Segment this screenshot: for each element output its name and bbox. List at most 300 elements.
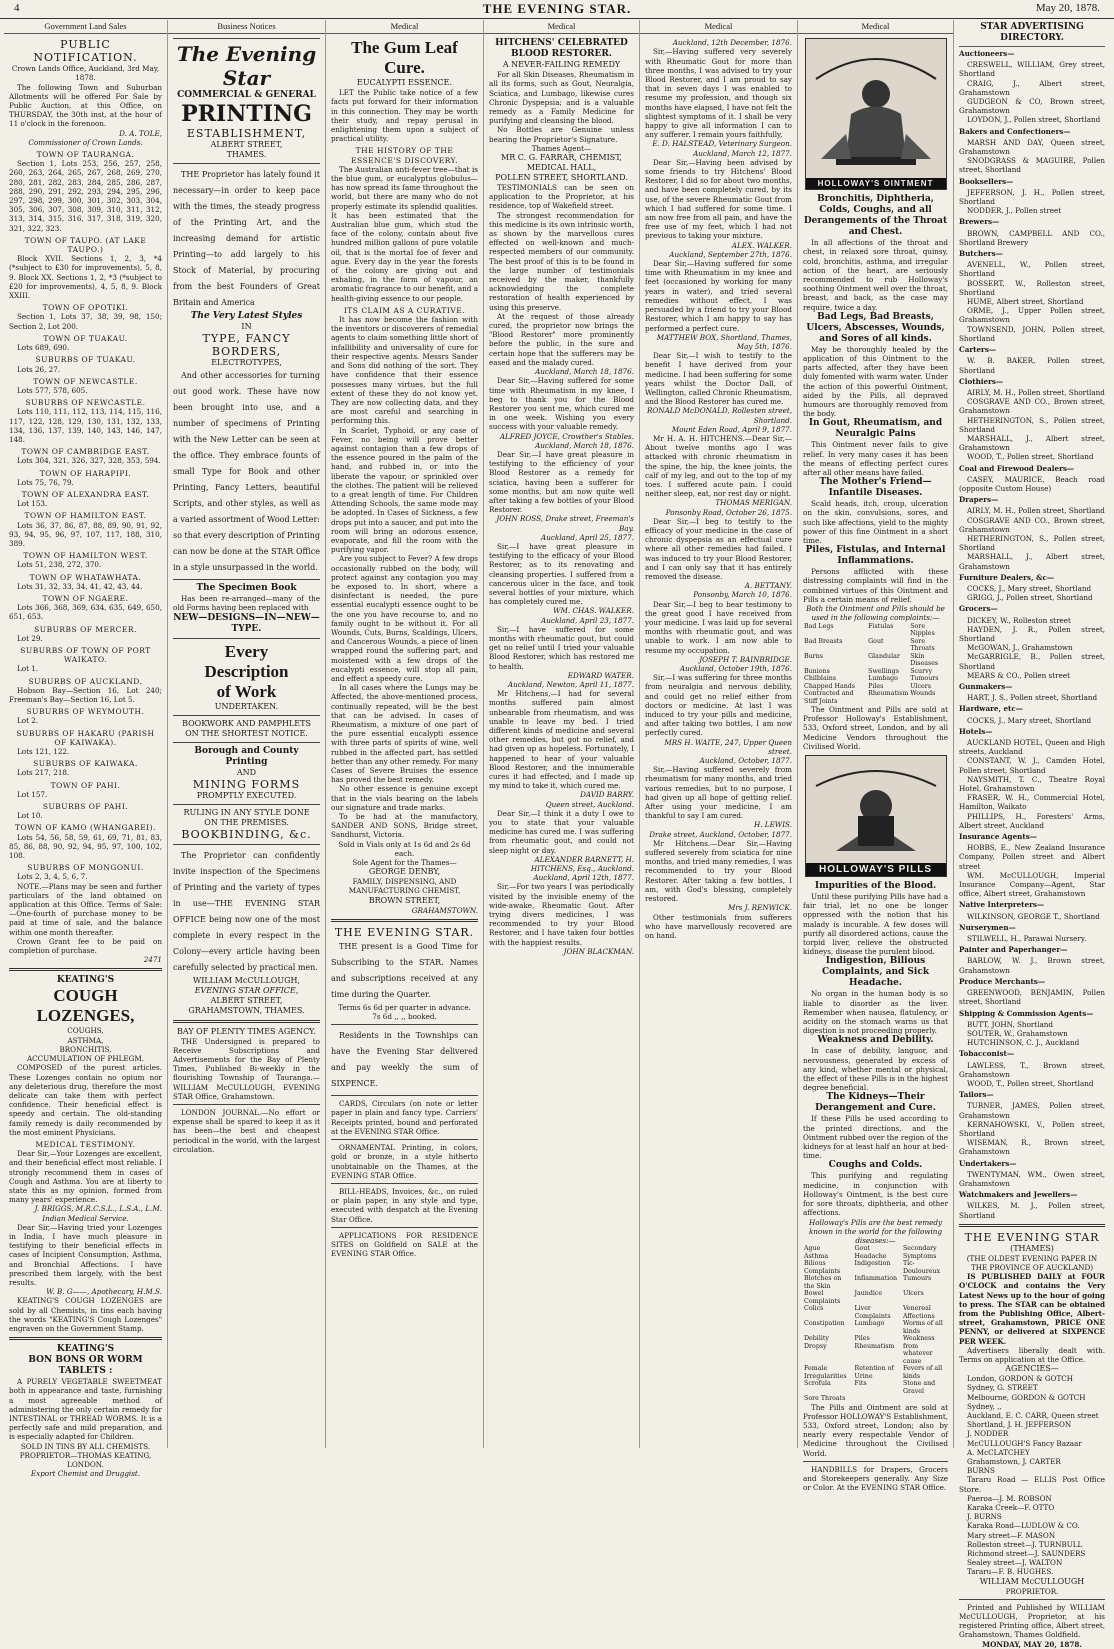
table-cell: Piles (854, 1335, 870, 1343)
letter-body: Dear Sir,—Having suffered for some time with Rheumatism in my knee, I beg to thank you for the Blood Restorer you sent me, which cured me in one week. Wishing you every success with your valuable remedy. (489, 376, 634, 432)
of-work-heading: of Work (216, 681, 277, 701)
table-cell: Bad Legs (804, 622, 834, 630)
table-cell: Sore Nipples (910, 622, 935, 637)
directory-entry: ORME, J., Upper Pollen street, Grahamstown (959, 306, 1105, 325)
masthead (0, 0, 1114, 19)
directory-heading: Drapers— (959, 495, 999, 505)
table-cell: Swellings (868, 667, 899, 675)
directory-heading: Furniture Dealers, &c— (959, 572, 1055, 582)
gum-history-title: THE HISTORY OF THE ESSENCE'S DISCOVERY. (351, 146, 458, 165)
directory-entry: WILKES, M. J., Pollen street, Shortland (959, 1201, 1105, 1220)
mother-title: The Mother's Friend—Infantile Diseases. (819, 477, 932, 499)
directory-entry: MARSH AND DAY, Queen street, Grahamstown (959, 137, 1105, 157)
letter-signature: ALEX. WALKER. (731, 240, 792, 250)
gout-title: In Gout, Rheumatism, and Neuralgic Pains (808, 418, 943, 440)
table-cell: Scurvy (910, 667, 933, 675)
town-lots: Lots 36, 37, 86, 87, 88, 89, 90, 91, 92, 93, 94, 95, 96, 97, 107, 117, 188, 310, 389. (9, 520, 162, 548)
ointment-engraving (805, 38, 947, 190)
letter-place: Ponsonby Road, October 26, 1875. (665, 507, 792, 517)
description-heading: Description (204, 661, 289, 681)
directory-entry: DICKEY, W., Rolleston street (967, 615, 1071, 625)
town-lots: Block XVII. Sections 1, 2, 3, *4 (*subject to £30 for improvements), 5, 8, 9. Block XX. Sections 1, 2, *3 (*subject to £20 for improvements), 4, 5, 8, 9. Block XXIII. (9, 254, 162, 301)
table-cell: Gout (854, 1245, 870, 1253)
town-name: TOWN OF TAUPO. (AT LAKE TAUPO.) (24, 235, 147, 255)
gum-sold: Sold in Vials only at 1s 6d and 2s 6d each. (338, 839, 471, 858)
premises: ON THE PREMISES. (204, 817, 289, 827)
gum-history: The Australian anti-fever tree—that is the blue gum, or eucalyptus globulus—has now spread its fame throughout the world, but there are many who do not properly estimate its splendid qualities. It has been estimated that the Australian blue gum, which stud the face of the colony, contain about five hundred million gallons of pure volatile oil, that is the mortal foe of fever and ague. Every day in the year the forests of the colony are giving out and exhaling, in the form of vapour, an aromatic fragrance to our benefit, and a health-giving essence to our people. (331, 164, 478, 303)
town-name: SUBURBS OF TUAKAU. (35, 355, 136, 365)
agency-entry: Rolleston street—J. TURNBULL (967, 1539, 1083, 1549)
table-cell: Liver Complaints (854, 1305, 891, 1320)
table-cell: Symptoms (902, 1252, 937, 1260)
keating-title: KEATING'S (56, 975, 115, 986)
letter-place: Auckland, October 19th, 1876. (679, 664, 792, 674)
letter-signature: H. LEWIS. (753, 820, 792, 830)
gum-body-2: In Scarlet, Typhoid, or any case of Fever, no being will prove better against contagion than a few drops of the essence poured in the palm of the hand, and rubbed in, or into the liberate the vapour, or sprinkled over the clothes. The patient will be relieved to a great length of time. For Children Attending Schools, the same mode may be adopted. In Cases of Sickness, a few drops put into a saucer, and put into the room will bring an odorous essence, evaporate, and fill the room with the purifying vapor. (331, 425, 478, 555)
directory-entry: COSGRAVE AND CO., Brown street, Grahamstown (959, 515, 1105, 534)
paper-name: THE EVENING STAR. (482, 1, 632, 16)
letter-signature: Mrs J. RENWICK. (728, 903, 792, 913)
piles-text: Persons afflicted with these distressing complaints will find in the combined virtues of this Ointment and Pills a certain means of relief. (803, 567, 948, 604)
es-title: THE EVENING STAR. (334, 925, 475, 939)
directory-heading: Nurserymen— (959, 922, 1016, 932)
bookbinding: BOOKBINDING, &c. (181, 827, 312, 841)
agency-entry: Melbourne, GORDON & GOTCH (967, 1392, 1086, 1402)
es-terms: Terms 6s 6d per quarter in advance. (338, 1002, 471, 1012)
town-name: SUBURBS OF NEWCASTLE. (25, 398, 146, 408)
column-heading: Medical (326, 20, 483, 34)
gum-agent-street: BROWN STREET, (368, 895, 441, 905)
table-cell: Gout (868, 637, 884, 645)
town-lots: Lots 75, 76, 79. (17, 477, 74, 487)
other-testimonials: Other testimonials from sufferers who have marvellously recovered are on hand. (645, 912, 792, 940)
directory-entry: McGOWAN, J., Grahamstown (967, 643, 1073, 653)
directory-entry: NODDER, J., Pollen street (967, 206, 1062, 216)
directory-entry: AIRLY, M. H., Pollen street, Shortland (967, 387, 1105, 397)
column-business (168, 20, 326, 1448)
worm-proprietor-city: LONDON. (67, 1460, 104, 1470)
town-lots: Lot 153. (17, 499, 48, 509)
directory-entry: HUTCHINSON, C. J., Auckland (967, 1038, 1080, 1048)
london-text: LONDON JOURNAL.—No effort or expense shall be spared to keep it as it has been—the best and cheapest periodical in the world, with the largest circulation. (173, 1108, 320, 1154)
cards-ad: CARDS, Circulars (on note or letter paper in plain and fancy type. Carriers' Receipts printed, bound and perforated at the EVENING STAR Office. (331, 1099, 478, 1136)
directory-entry: TWENTYMAN, WM., Owen street, Grahamstown (959, 1169, 1105, 1188)
paper-published: IS PUBLISHED DAILY at FOUR O'CLOCK and contains the Very Latest News up to the hour of going to press. The STAR can be obtained from the Publishing Office, Albert-street, Grahamstown, PRICE ONE PENNY, or delivered at SIXPENCE PER WEEK. (959, 1272, 1105, 1346)
undertaken: UNDERTAKEN. (214, 701, 279, 711)
directory-entry: LOYDON, J., Pollen street, Shortland (967, 115, 1101, 125)
directory-heading: Produce Merchants— (959, 976, 1046, 986)
gum-intro: LET the Public take notice of a few facts put forward for their information in this connection. They may be worth their study, and repay perusal in enlightening them upon a subject of practical utility. (331, 88, 478, 144)
directory-entry: PHILLIPS, H., Foresters' Arms, Albert street, Auckland (959, 811, 1105, 830)
letter-body: Sir,—For two years I was periodically visited by the invisible enemy of the wide-awake, Rheumatic Gout. After trying divers medicines, I was recommended to try your Blood Restorer, and I have taken four bottles with the happiest results. (489, 882, 634, 947)
letter-body: Sir,—I have suffered for some months with rheumatic gout, but could get no relief until I tried your valuable Blood Restorer, which has restored me to health. (489, 624, 634, 671)
bay-title: BAY OF PLENTY TIMES AGENCY. (177, 1026, 316, 1036)
piles-title: Piles, Fistulas, and Internal Inflammations. (805, 545, 946, 567)
kidneys-text: If these Pills be used according to the printed directions, and the Ointment rubbed over the region of the kidneys for at least half an hour at bed-time. (803, 1114, 948, 1161)
agency-entry: London, GORDON & GOTCH (967, 1374, 1074, 1384)
town-lots: Section 1, Lots 37, 38, 39, 98, 150; Section 2, Lot 200. (9, 312, 162, 331)
directory-heading: Painter and Paperhanger— (959, 945, 1068, 955)
business-city: GRAHAMSTOWN, THAMES. (188, 1005, 305, 1015)
directory-entry: COSGRAVE AND CO., Brown street, Grahamstown (959, 397, 1105, 416)
specimen-text: Has been re-arranged—many of the old Forms having been replaced with (173, 594, 320, 613)
town-name: TOWN OF HAMILTON WEST. (23, 551, 148, 561)
directory-entry: HETHERINGTON, S., Pollen street, Shortland (959, 415, 1105, 434)
agency-entry: Sydney, ,, (967, 1401, 1002, 1411)
worm-proprietor: PROPRIETOR—THOMAS KEATING, (19, 1450, 152, 1460)
table-cell: Worms of all kinds (902, 1320, 943, 1335)
directory-entry: AUCKLAND HOTEL, Queen and High streets, Auckland (959, 738, 1105, 757)
table-cell: Wounds (910, 690, 936, 697)
applications-ad: APPLICATIONS FOR RESIDENCE SITES on Goldfield on SALE at the EVENING STAR Office. (331, 1230, 478, 1259)
table-cell: Bowel Complaints (804, 1290, 841, 1305)
letter-signature: ALFRED JOYCE, Crowther's Stables. (499, 431, 634, 441)
table-cell: Sore Throats (910, 637, 935, 652)
gum-agent-intro: Sole Agent for the Thames— (352, 858, 457, 868)
letter-signature: MRS H. WAITE, 247, Upper Queen street. (664, 737, 792, 756)
town-list (9, 150, 162, 882)
table-cell: Rheumatism (868, 690, 909, 697)
town-name: SUBURBS OF MERCER. (34, 624, 137, 634)
keating-title-2: COUGH LOZENGES, (36, 986, 135, 1026)
holloway-sold: The Ointment and Pills are sold at Professor Holloway's Establishment, 533, Oxford street, London, and by all Medicine Vendors throughout the Civilised World. (803, 705, 948, 751)
town-name: SUBURBS OF TOWN OF PORT WAIKATO. (20, 645, 151, 665)
business-styles: The Very Latest Styles (190, 311, 303, 322)
directory-heading: Butchers— (959, 249, 1003, 259)
directory-entry: FRASER, W. H., Commercial Hotel, Hamilton, Waikato (959, 793, 1105, 812)
directory-heading: Undertakers— (959, 1158, 1017, 1168)
remedy-title: Holloway's Pills are the best remedy known in the world for the following diseases:— (808, 1217, 943, 1245)
table-cell: Retention of Urine (854, 1365, 894, 1380)
agency-entry: Auckland, E. C. CARR, Queen street (967, 1411, 1099, 1421)
town-lots: Lots 26, 27. (17, 364, 61, 374)
town-name: TOWN OF HARAPIPI. (39, 468, 132, 478)
directory-heading: Tailors— (959, 1090, 994, 1100)
letter-body: Sir,—I have great pleasure in testifying to the efficacy of your Blood Restorer, as to its renovating and cleansing properties. I suffered from a cancerous ulcer in the face, and took several bottles of your mixture, which has completely cured me. (489, 541, 634, 607)
issue-date: May 20, 1878. (1035, 2, 1100, 14)
table-cell: Chapped Hands (804, 682, 856, 690)
directory-entry: LAWLESS, T., Brown street, Grahamstown (959, 1060, 1105, 1079)
table-cell: Chilblains (804, 675, 837, 682)
pills-banner: HOLLOWAY'S PILLS (806, 863, 946, 876)
every-heading: Every (224, 641, 269, 661)
hitchens-agent: MR C. G. FARRAR, CHEMIST, (501, 153, 622, 163)
business-printing: PRINTING (181, 101, 312, 128)
letter-body: Mr Hitchens.—Dear Sir,—Having suffered severely from sciatica for nine months, and tried many remedies, I was recommended to try your Blood Restorer. After taking a few bottles, I am, with God's blessing, completely restored. (645, 838, 792, 904)
agencies-list (959, 1374, 1105, 1576)
letter-signature: THOMAS MERIGAN. (715, 498, 792, 508)
keating-doctor: J. BRIGGS, M.R.C.S.L., L.S.A., L.M. (34, 1204, 162, 1214)
table-cell: Rheumatism (854, 1342, 895, 1350)
directory-entry: GUDGEON & CO, Brown street, Grahamstown (959, 97, 1105, 116)
table-cell: Jaundice (854, 1290, 883, 1298)
agency-entry: Grahamstown, J. CARTER (967, 1457, 1061, 1467)
column-heading: Medical (484, 20, 639, 34)
directory-entry: MARSHALL, J., Albert street, Grahamstown (959, 552, 1105, 571)
table-cell: Tic-Douloureux (902, 1260, 941, 1275)
directory-entry: HAYDEN, J. R., Pollen street, Shortland (959, 624, 1105, 643)
kidneys-title: The Kidneys—Their Derangement and Cure. (815, 1092, 936, 1114)
letter-place: Mount Eden Road, April 9, 1877. (671, 424, 792, 434)
directory-entry: COCKS, J., Mary street, Shortland (967, 583, 1092, 593)
letter-body: Dear Sir,—I wish to testify to the benefit I have derived from your medicine. I had been suffering for some years whilst the Doctor Dall, of Wellington, called Chronic Rheumatism, and the Blood Restorer has cured me. (645, 351, 792, 407)
agency-entry: J. NODDER (967, 1429, 1009, 1439)
town-name: SUBURBS OF WEYMOUTH. (26, 707, 145, 717)
keating-testimony-title: MEDICAL TESTIMONY. (35, 1139, 136, 1149)
directory-entry: AVENELL, W., Pollen street, Shortland (959, 260, 1105, 279)
directory-entry: CRAIG, J., Albert street, Grahamstown (959, 78, 1105, 97)
business-office: EVENING STAR OFFICE, (194, 985, 299, 995)
weakness-text: In case of debility, languor, and nervousness, generated by excess of any kind, whether mental or physical, the effect of these Pills is in the highest degree beneficial. (803, 1046, 948, 1093)
letter-signature: JOHN ROSS, Drake street, Freeman's Bay. (496, 514, 634, 533)
hitchens-agent-intro: Thames Agent— (531, 143, 592, 153)
impurities-title: Impurities of the Blood. (814, 881, 937, 892)
worm-title: KEATING'S (56, 1344, 115, 1355)
notice-number: 2471 (143, 955, 162, 965)
gum-claim-title: ITS CLAIM AS A CURATIVE. (343, 305, 466, 315)
letter-place: Queen street, Auckland. (545, 799, 634, 809)
letter-place: Auckland, April 23, 1877. (541, 615, 634, 625)
table-cell: Indigestion (854, 1260, 891, 1268)
table-cell: Burns (804, 652, 823, 660)
specimen-title: The Specimen Book (196, 583, 297, 594)
legs-text: May be thoroughly healed by the application of this Ointment to the parts affected, after they have been duly fomented with warm water. Under the action of this powerful Ointment, aided by the Pills, all depraved humours are thoroughly removed from the body. (803, 344, 948, 419)
directory-entry: BROWN, CAMPBELL AND CO., Shortland Brewery (959, 228, 1105, 247)
business-proprietor: The Proprietor can confidently invite inspection of the Specimens of Printing and the variety of types in use—THE EVENING STAR OFFICE being now one of the most complete in every respect in the Colony—every article having been carefully selected by practical men. (173, 850, 320, 972)
directory-entry: WILKINSON, GEORGE T., Shortland (967, 911, 1100, 921)
keating-sub-2: ASTHMA, (67, 1035, 104, 1045)
weakness-title: Weakness and Debility. (817, 1035, 934, 1046)
letter-signature: DAVID BARRY. (580, 790, 634, 800)
table-cell: Tumours (902, 1275, 932, 1283)
hitchens-agent-2: MEDICAL HALL, (526, 163, 597, 173)
letter-signature: EDWARD WATER. (567, 670, 634, 680)
hitchens-title: HITCHENS' CELEBRATED BLOOD RESTORER. (495, 38, 628, 60)
directory-entry: GREENWOOD, BENJAMIN, Pollen street, Shortland (959, 988, 1105, 1007)
notice-office: Crown Lands Office, Auckland, 3rd May, 1878. (11, 64, 160, 83)
town-name: TOWN OF ALEXANDRA EAST. (21, 489, 150, 499)
directory-entry: SNODGRASS & MAGUIRE, Pollen street, Shortland (959, 156, 1105, 175)
directory-entry: JEFFERSON, J. H., Pollen street, Shortland (959, 187, 1105, 207)
directory-entry: MARSHALL, J., Albert street, Grahamstown (959, 433, 1105, 453)
table-cell: Inflammation (854, 1275, 898, 1283)
letter-body: Dear Sir,—I think it a duty I owe to you to state that your valuable medicine has cured me. I was suffering from rheumatic gout, and could not sleep night or day. (489, 808, 634, 855)
columns (4, 20, 1110, 1649)
business-owner: WILLIAM McCULLOUGH, (192, 975, 301, 985)
shortest-notice: ON THE SHORTEST NOTICE. (185, 728, 308, 738)
directory-entry: AIRLY, M. H., Pollen street, Shortland (967, 506, 1105, 516)
directory-entry: NAYSMITH, T. C., Theatre Royal Hotel, Grahamstown (959, 774, 1105, 794)
gum-agent-line: FAMILY, DISPENSING, AND MANUFACTURING CHEMIST, (348, 877, 461, 896)
new-designs: NEW—DESIGNS—IN—NEW—TYPE. (173, 612, 320, 634)
gum-body-3: Are you subject to Fever? A few drops occasionally rubbed on the body, will protect against any contagion you may be exposed to. In short, where a disinfectant is needed, the pure essential eucalypti essence ought to be the one you have recourse to, and no family ought to be without it. For all Wounds, Cuts, Burns, Scaldings, Ulcers, and Cancerous Wounds, a piece of linen wrapped round the suffering part, and moistened with a few drops of the eucalypti essence, will stop all pain, and effect a speedy cure. (331, 554, 478, 683)
letter-signature: A. BETTANY. (744, 581, 792, 591)
gum-sub: EUCALYPTI ESSENCE. (357, 78, 452, 88)
town-name: TOWN OF HAMILTON EAST. (24, 511, 147, 521)
notice-intro: The following Town and Suburban Allotments will be offered For Sale by Public Auction, at this Office, on THURSDAY, the 30th inst, at the hour of 11 o'clock in the forenoon. (9, 82, 162, 129)
indigestion-title: Indigestion, Bilious Complaints, and Sick Headache. (821, 956, 930, 989)
keating-second-sig: W. B. G——, Apothecary, H.M.S. (46, 1287, 162, 1297)
agency-entry: Sealey street—J. WALTON (967, 1558, 1063, 1568)
and-text: AND (236, 767, 257, 777)
town-lots: Lots 110, 111, 112, 113, 114, 115, 116, 117, 122, 128, 129, 130, 131, 132, 133, 134, 136, 137, 139, 140, 143, 146, 147, 148. (9, 407, 162, 444)
business-title: The Evening Star (176, 42, 317, 91)
directory-heading: Bakers and Confectioners— (959, 126, 1071, 136)
hitchens-intro: For all Skin Diseases, Rheumatism in all its forms, such as Gout, Neuralgia, Sciatica, and Lumbago, likewise cures Chronic Dyspepsia; and is a valuable remedy as a Family Medicine for purifying and cleansing the blood. (489, 70, 634, 126)
paper-ads: Advertisers liberally dealt with. Terms on application at the Office. (959, 1345, 1105, 1364)
gum-place: To be had at the manufactory, SANDER AND SONS, Bridge street, Sandhurst, Victoria. (331, 812, 478, 840)
es-text: THE present is a Good Time for Subscribing to the STAR. Names and subscriptions received at any time during the Quarter. (331, 941, 478, 999)
promptly: PROMPTLY EXECUTED. (196, 790, 297, 800)
paper-tag: (THE OLDEST EVENING PAPER IN THE PROVINCE OF AUCKLAND) (966, 1253, 1098, 1272)
letter-body: Mr H. A. H. HITCHENS.—Dear Sir,—About twelve months ago I was attacked with chronic rheumatism in the spine, the hip, the knee joints, the calf of my leg, and out to the top of my toes. I suffered acute pain. I could neither sleep, eat, nor rest day or night. (645, 433, 792, 499)
worm-body: A PURELY VEGETABLE SWEETMEAT both in appearance and taste, furnishing a most agreeable method of administering the only certain remedy for INTESTINAL or THREAD WORMS. It is a perfectly safe and mild preparation, and is especially adapted for Children. (9, 1377, 162, 1442)
town-name: SUBURBS OF KAIWAKA. (33, 759, 138, 769)
letter-place: Auckland, April 12th, 1877. (533, 873, 634, 883)
hitchens-warn: No Bottles are Genuine unless bearing the Proprietor's Signature. (489, 125, 634, 144)
directory-entry: HUME, Albert street, Shortland (967, 297, 1084, 307)
directory-heading: Insurance Agents— (959, 832, 1037, 842)
agency-entry: Richmond street—J. SAUNDERS (967, 1549, 1086, 1559)
business-subtitle: COMMERCIAL & GENERAL (177, 90, 316, 101)
town-name: TOWN OF KAMO (WHANGAREI). (15, 823, 156, 833)
letter-place: Auckland, March 12, 1877. (693, 148, 792, 158)
worm-title-2: BON BONS OR WORM TABLETS : (28, 1355, 143, 1377)
column-directory (954, 20, 1110, 1649)
directory-heading: Clothiers— (959, 376, 1004, 386)
gum-warn: No other essence is genuine except that in the vials bearing on the labels our signature and trade marks. (331, 784, 478, 812)
town-lots: Lot 1. (17, 664, 39, 674)
letter-body: Sir,—I was suffering for three months from neuralgia and nervous debility, and could get no relief either from doctors or medicine. At last I was induced to try your pills and medicine, and after taking two bottles, I am now perfectly cured. (645, 673, 792, 738)
directory-heading: Auctioneers— (959, 49, 1015, 58)
directory-heading: Booksellers— (959, 176, 1014, 186)
business-type: TYPE, FANCY BORDERS, (202, 332, 291, 359)
directory-entry: CONSTANT, W. J., Camden Hotel, Pollen street, Shortland (959, 756, 1105, 775)
mother-text: Scald heads, itch, croup, ulceration on the skin, convulsions, sores, and such like affections, yield to the mighty power of this fine Ointment in a short time. (803, 499, 948, 546)
letter-place: Auckland, Newton, April 11, 1877. (507, 680, 634, 689)
directory-entry: COCKS, J., Mary street, Shortland (967, 715, 1092, 725)
notice-note: NOTE.—Plans may be seen and further particulars of the land obtained on application at this Office. Terms of Sale:—One-fourth of purchase money to be paid at time of sale, and the balance within one month thereafter. (9, 881, 162, 937)
column-heading: Medical (640, 20, 797, 34)
gout-text: This Ointment never fails to give relief. In very many cases it has been the means of effecting perfect cures after all other means have failed. (803, 440, 948, 478)
coughs-title: Coughs and Colds. (828, 1160, 923, 1171)
agency-entry: Sydney, G. STREET (967, 1383, 1038, 1393)
gum-title: The Gum Leaf Cure. (351, 38, 458, 78)
directory-entry: WOOD, T., Pollen street, Shortland (967, 1078, 1094, 1088)
imprint: Printed and Published by WILLIAM McCULLOUGH, Proprietor, at his registered Printing office, Albert street, Grahamstown, Thames Goldfield. (959, 1602, 1105, 1640)
gum-agent-city: GRAHAMSTOWN. (411, 905, 478, 915)
directory-entry: BUTT, JOHN, Shortland (967, 1019, 1054, 1029)
agency-entry: A. McCLATCHEY (967, 1447, 1030, 1457)
table-cell: Fistulas (868, 622, 894, 630)
town-lots: Lots 54, 56, 58, 59, 61, 69, 71, 81, 83, 85, 86, 88, 90, 92, 94, 95, 97, 100, 102, 108. (9, 832, 162, 861)
town-lots: Lot 157. (17, 789, 48, 799)
directory-heading: Coal and Firewood Dealers— (959, 463, 1075, 473)
mining-forms: MINING FORMS (192, 777, 301, 791)
business-street: ALBERT STREET, (210, 995, 283, 1005)
page-number: 4 (14, 2, 20, 14)
letter-body: Dear Sir,—I have great pleasure in testifying to the efficiency of your Blood Restorer as a remedy for sciatica, having been a sufferer for some months, but am now quite well after taking a few bottles of your Blood Restorer. (489, 449, 634, 515)
town-lots: Lot 2. (17, 716, 39, 726)
town-name: TOWN OF PAHI. (50, 780, 121, 790)
keating-footer: KEATING'S COUGH LOZENGES are sold by all Chemists, in tins each having the words "KEATING'S Cough Lozenges" engraven on the Government Stamp. (9, 1296, 162, 1333)
letter-place: Auckland, September 27th, 1876. (669, 249, 792, 259)
table-cell: Skin Diseases (910, 652, 939, 667)
table-cell: from whatever cause (902, 1342, 933, 1365)
table-cell: Sore Throats (804, 1395, 846, 1403)
agency-entry: Mary street—F. MASON (967, 1530, 1056, 1540)
letter-signature: WM. CHAS. WALKER. (553, 606, 634, 616)
gum-agent: GEORGE DENBY, (368, 867, 441, 877)
table-cell: Asthma (804, 1252, 829, 1260)
diseases-table (803, 1245, 948, 1403)
letter-place: Drake street, Auckland, October, 1877. (649, 829, 792, 839)
town-lots: Lot 29. (17, 633, 43, 643)
directory-entry: HART, J. S., Pollen street, Shortland (967, 693, 1098, 703)
table-cell: Bad Breasts (804, 637, 843, 645)
paper-title: THE EVENING STAR (964, 1230, 1100, 1244)
impurities-text: Until these purifying Pills have had a fair trial, let no one be longer oppressed with the notion that his malady is incurable. A few doses will purify all disordered actions, cause the torpid liver, relieve the obstructed kidneys, disease the purulent blood. (803, 892, 948, 957)
table-cell: Venereal Affections (902, 1305, 935, 1320)
table-cell: Fevers of all kinds (902, 1365, 943, 1380)
keating-testimony: Dear Sir,—Your Lozenges are excellent, and their beneficial effect most reliable. I strongly recommend them in cases of Cough and Asthma. You are at liberty to state this as my opinion, formed from many years' experience. (9, 1149, 162, 1205)
business-address: ALBERT STREET, (210, 140, 283, 150)
notice-title: PUBLIC NOTIFICATION. (33, 38, 138, 65)
letter-signature: RONALD McDONALD, Rollesten street, Shortland. (647, 406, 792, 425)
directory-sections (959, 49, 1105, 1220)
bay-text: THE Undersigned is prepared to Receive Subscriptions and Advertisements for the Bay of Plenty Times, Published Bi-weekly in the flourishing Township of Tauranga.—WILLIAM McCULLOUGH, EVENING STAR Office, Grahamstown. (173, 1036, 320, 1101)
letter-body: Dear Sir,—Having suffered for some time with Rheumatism in my knee and feet (occasioned by working for many years in water), and tried several remedies without effect, I was persuaded by a friend to try your Blood Restorer, which I am happy to say has performed a perfect cure. (645, 259, 792, 333)
town-name: TOWN OF CAMBRIDGE EAST. (21, 447, 150, 457)
letter-body: Mr Hitchens,—I had for several months suffered pain almost unbearable from rheumatism, and was unable to leave my bed. I tried different kinds of medicine and several other remedies, but got no relief, and had given up as hopeless. Fortunately, I happened to hear of your valuable Blood Restorer, and the innumerable cures it had effected, and I made up my mind to take it, which cured me. (489, 689, 634, 791)
table-cell: Constipation (804, 1320, 845, 1328)
keating-sub-4: ACCUMULATION OF PHLEGM. (26, 1054, 144, 1064)
paper-owner-title: PROPRIETOR. (1005, 1586, 1059, 1596)
hitchens-letters (489, 367, 634, 956)
column-heading: Business Notices (168, 20, 325, 34)
column-medical-gum (326, 20, 484, 1448)
table-cell: Contracted and Stiff Joints (804, 690, 854, 705)
table-cell: Secondary (902, 1245, 937, 1253)
letter-body: Dear Sir,—Having been advised by some friends to try Hitchens' Blood Restorer, I did so for about two months, and have been completely cured, by its use, of the severe Rheumatic Gout from which I had suffered for some time. I am now free from all pain, and have the free use of my feet, which I had not previous to taking your mixture. (645, 157, 792, 241)
directory-heading: Native Interpreters— (959, 900, 1045, 910)
bronchitis-text: In all affections of the throat and chest, in relaxed sore throat, quinsy, cold, bronchitis, asthma, and irregular action of the heart, are seriously recommended to rub Holloway's soothing Ointment well over the throat, breast, and back, as the case may require, twice a day. (803, 238, 948, 312)
town-lots: Lots 217, 218. (17, 768, 70, 778)
town-lots: Lots 689, 690. (17, 343, 70, 353)
table-cell: Scrofula (804, 1380, 831, 1388)
bookwork: BOOKWORK AND PAMPHLETS (182, 718, 311, 728)
directory-entry: CASEY, MAURICE, Beach road (opposite Custom House) (959, 474, 1105, 493)
directory-title: STAR ADVERTISING DIRECTORY. (959, 20, 1105, 47)
pills-engraving (805, 755, 947, 877)
agency-entry: BURNS (967, 1466, 995, 1476)
table-cell: Bunions (804, 667, 830, 675)
table-cell: Bilious Complaints (804, 1260, 841, 1275)
imprint-date: MONDAY, MAY 20, 1878. (982, 1639, 1082, 1649)
town-lots: Lots 577, 578, 605. (17, 385, 88, 395)
letter-signature: JOHN BLACKMAN. (563, 946, 634, 956)
directory-entry: HETHERINGTON, S., Pollen street, Shortland (959, 533, 1105, 553)
keating-body: COMPOSED of the purest articles. These Lozenges contain no opium nor any deleterious drug, therefore the most delicate can take them with perfect confidence. Their beneficial effect is speedy and certain. The old-standing family remedy is daily recommended by the most eminent Physicians. (9, 1063, 162, 1137)
directory-heading: Tobacconist— (959, 1049, 1015, 1059)
agency-entry: Paeroa—J. M. ROBSON (967, 1493, 1052, 1503)
directory-heading: Watchmakers and Jewellers— (959, 1190, 1078, 1200)
table-cell: Ulcers (902, 1290, 924, 1298)
table-cell: Weakness (902, 1335, 935, 1343)
coughs-text: This purifying and regulating medicine, in conjunction with Holloway's Ointment, is the best cure for sore throats, diphtheria, and other affections. (803, 1171, 948, 1218)
agency-entry: Tararu Road — ELLIS Post Office Store. (959, 1475, 1105, 1494)
table-cell: Piles (868, 682, 884, 690)
